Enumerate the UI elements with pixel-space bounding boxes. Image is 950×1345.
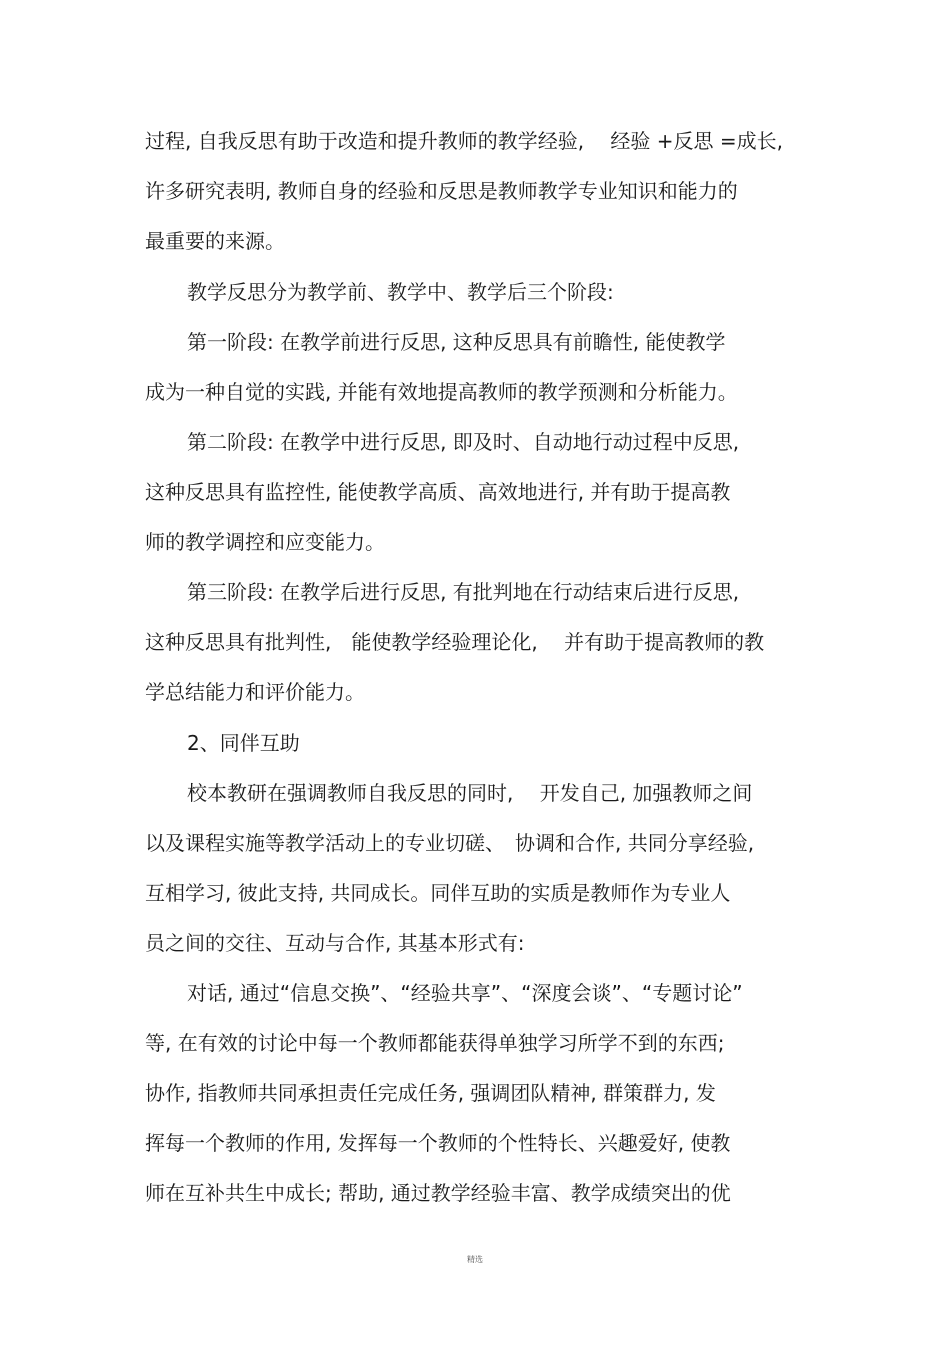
text-line: 第三阶段: 在教学后进行反思, 有批判地在行动结束后进行反思, bbox=[187, 580, 740, 604]
text-line: 第二阶段: 在教学中进行反思, 即及时、自动地行动过程中反思, bbox=[187, 430, 740, 454]
text-line: 这种反思具有批判性, 能使教学经验理论化, 并有助于提高教师的教 bbox=[145, 630, 765, 654]
text-line: 许多研究表明, 教师自身的经验和反思是教师教学专业知识和能力的 bbox=[145, 179, 738, 203]
text-line: 校本教研在强调教师自我反思的同时, 开发自己, 加强教师之间 bbox=[187, 781, 753, 805]
text-line: 学总结能力和评价能力。 bbox=[145, 680, 365, 704]
text-line: 过程, 自我反思有助于改造和提升教师的教学经验, 经验 +反思 =成长, bbox=[145, 129, 784, 153]
section-heading: 2、同伴互助 bbox=[187, 731, 300, 755]
text-line: 挥每一个教师的作用, 发挥每一个教师的个性特长、兴趣爱好, 使教 bbox=[145, 1131, 731, 1155]
text-line: 互相学习, 彼此支持, 共同成长。同伴互助的实质是教师作为专业人 bbox=[145, 881, 731, 905]
text-line: 成为一种自觉的实践, 并能有效地提高教师的教学预测和分析能力。 bbox=[145, 380, 738, 404]
text-line: 教学反思分为教学前、教学中、教学后三个阶段: bbox=[187, 280, 614, 304]
text-line: 这种反思具有监控性, 能使教学高质、高效地进行, 并有助于提高教 bbox=[145, 480, 731, 504]
text-line: 等, 在有效的讨论中每一个教师都能获得单独学习所学不到的东西; bbox=[145, 1031, 725, 1055]
text-line: 员之间的交往、互动与合作, 其基本形式有: bbox=[145, 931, 525, 955]
text-line: 最重要的来源。 bbox=[145, 229, 285, 253]
text-line: 第一阶段: 在教学前进行反思, 这种反思具有前瞻性, 能使教学 bbox=[187, 330, 726, 354]
page-footer: 精选 bbox=[467, 1255, 483, 1264]
text-line: 对话, 通过“信息交换”、“经验共享”、“深度会谈”、“专题讨论” bbox=[187, 981, 743, 1005]
text-line: 协作, 指教师共同承担责任完成任务, 强调团队精神, 群策群力, 发 bbox=[145, 1081, 716, 1105]
text-line: 以及课程实施等教学活动上的专业切磋、 协调和合作, 共同分享经验, bbox=[145, 831, 755, 855]
text-line: 师在互补共生中成长; 帮助, 通过教学经验丰富、教学成绩突出的优 bbox=[145, 1181, 731, 1205]
text-line: 师的教学调控和应变能力。 bbox=[145, 530, 385, 554]
